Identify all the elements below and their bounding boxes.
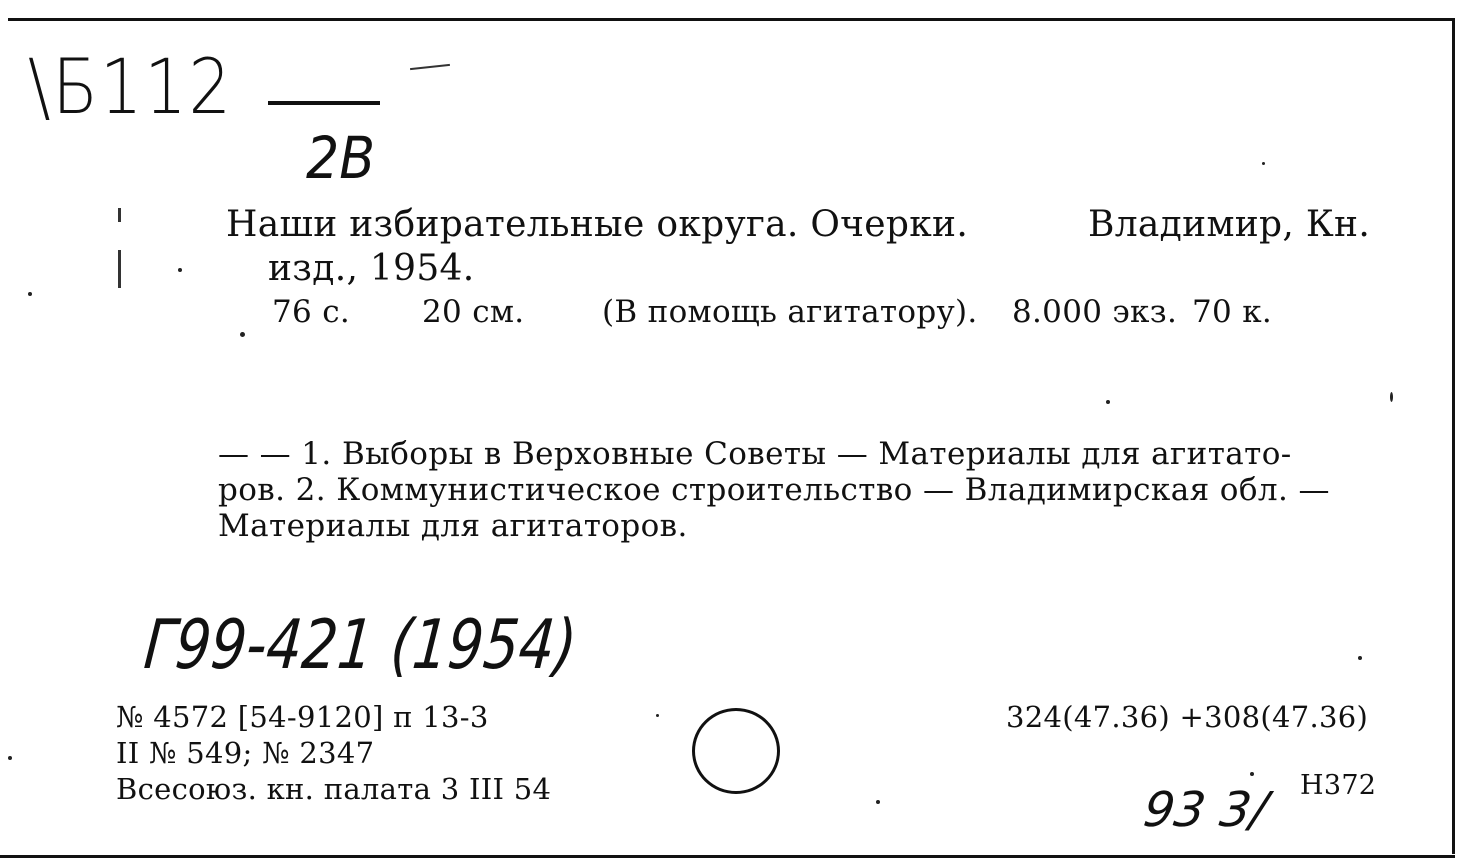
series-note: (В помощь агитатору). [602,294,978,330]
shelf-mark: 93 3/ [1140,782,1272,838]
inventory-code: Н372 [1300,770,1377,801]
card-edge-top [8,18,1453,21]
call-number-bottom: 2В [306,124,376,192]
scan-speck [1390,392,1393,402]
scan-speck [1106,400,1110,404]
page-count: 76 с. [272,294,351,330]
call-number-divider [268,101,380,105]
scan-speck [656,714,659,717]
book-size: 20 см. [422,294,525,330]
catalog-number: Г99-421 (1954) [141,606,580,685]
scan-speck [8,756,12,760]
title-line [226,204,1371,245]
card-edge-bottom [0,855,1455,858]
call-number-top: \Б112 [28,42,233,131]
scan-mark [410,64,450,70]
title-continuation: изд., 1954. [268,248,475,289]
scan-speck [1250,772,1254,776]
subject-line-1: — — 1. Выборы в Верховные Советы — Материалы для агитато- [218,436,1292,472]
record-line-3: Всесоюз. кн. палата 3 III 54 [116,772,552,806]
scan-speck [240,332,245,337]
scan-speck [28,292,32,296]
title-text: Наши избирательные округа. Очерки. [226,204,969,245]
print-run: 8.000 экз. [1012,294,1178,330]
publisher-place: Владимир, Кн. [1088,204,1371,245]
scan-speck [178,268,182,272]
scan-speck [1358,656,1362,660]
classification-code: 324(47.36) +308(47.36) [1006,700,1369,734]
scan-mark [118,208,121,222]
scan-mark [118,250,121,288]
subject-line-3: Материалы для агитаторов. [218,508,688,544]
record-line-2: II № 549; № 2347 [116,736,375,770]
price: 70 к. [1192,294,1273,330]
punch-hole [692,708,780,794]
card-edge-right [1452,18,1455,854]
scan-speck [1262,162,1265,165]
record-line-1: № 4572 [54-9120] п 13-3 [116,700,489,734]
subject-line-2: ров. 2. Коммунистическое строительство — Владимирская обл. — [218,472,1330,508]
scan-speck [876,800,880,804]
